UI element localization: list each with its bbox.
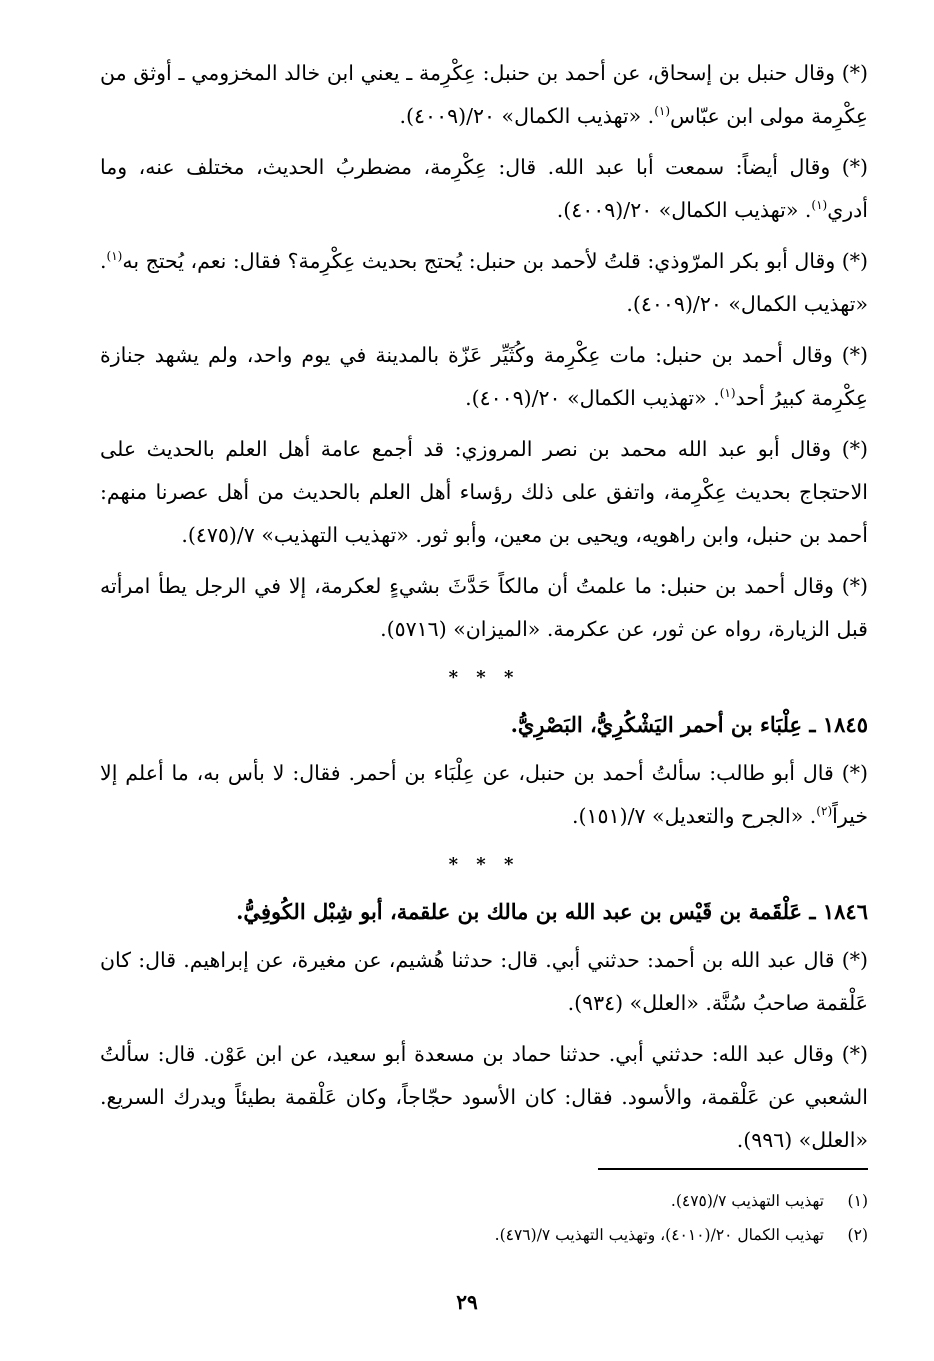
paragraph-marwazi	[100, 428, 868, 557]
main-text-column	[100, 52, 868, 1170]
paragraph-ilba	[100, 752, 868, 838]
paragraph-idtirab	[100, 146, 868, 232]
paragraph-text: (*) وقال أحمد بن حنبل: مات عِكْرِمة وكُثَيِّر عَزّة بالمدينة في يوم واحد، ولم يشهد جنازة عِكْرِمة كبيرُ أحد	[100, 343, 868, 410]
citation: . «تهذيب الكمال» ٢٠/(٤٠٠٩).	[100, 249, 868, 316]
footnote-2	[100, 1218, 868, 1252]
paragraph-hanbal-ibn-ishaq	[100, 52, 868, 138]
footnote-divider	[598, 1168, 868, 1170]
footnote-1	[100, 1184, 868, 1218]
section-separator: * * *	[448, 667, 520, 688]
footnote-ref[interactable]: (١)	[719, 386, 736, 401]
paragraph-alqama-shabi	[100, 1033, 868, 1162]
paragraph-text: (*) وقال أبو بكر المرّوذي: قلتُ لأحمد بن حنبل: يُحتج بحديث عِكْرِمة؟ فقال: نعم، يُحتج به	[122, 249, 868, 273]
paragraph-text: (*) وقال عبد الله: حدثني أبي. حدثنا حماد بن مسعدة أبو سعيد، عن ابن عَوْن. قال: سألتُ الشعبي عن عَلْقمة، والأسود. فقال: كان الأسود حجّاجاً، وكان عَلْقمة بطيئاً ويدرك السريع. «العلل» (٩٩٦).	[100, 1042, 868, 1152]
paragraph-text: (*) قال عبد الله بن أحمد: حدثني أبي. قال: حدثنا هُشيم، عن مغيرة، عن إبراهيم. قال: كان عَلْقمة صاحبُ سُنَّة. «العلل» (٩٣٤).	[100, 948, 868, 1015]
footnote-number: (١)	[847, 1192, 868, 1210]
citation: . «تهذيب الكمال» ٢٠/(٤٠٠٩).	[465, 386, 720, 410]
citation: . «الجرح والتعديل» ٧/(١٥١).	[572, 804, 817, 828]
footnote-number: (٢)	[847, 1226, 868, 1244]
paragraph-text: (*) وقال أحمد بن حنبل: ما علمتُ أن مالكاً حَدَّثَ بشيءٍ لعكرمة، إلا في الرجل يطأ امرأته قبل الزيارة، رواه عن ثور، عن عكرمة. «الميزان» (٥٧١٦).	[100, 574, 868, 641]
paragraph-text: (*) وقال أبو عبد الله محمد بن نصر المروزي: قد أجمع عامة أهل العلم بالحديث على الاحتجاج بحديث عِكْرِمة، واتفق على ذلك رؤساء أهل العلم بالحديث من أهل عصرنا منهم: أحمد بن حنبل، وابن راهويه، ويحيى بن معين، وأبو ثور. «تهذيب التهذيب» ٧/(٤٧٥).	[100, 437, 868, 547]
entry-heading-1846: ١٨٤٦ ـ عَلْقَمة بن قَيْس بن عبد الله بن مالك بن علقمة، أبو شِبْل الكُوفِيُّ.	[236, 899, 868, 924]
section-separator: * * *	[448, 854, 520, 875]
paragraph-text: (*) وقال حنبل بن إسحاق، عن أحمد بن حنبل: عِكْرِمة ـ يعني ابن خالد المخزومي ـ أوثق من عِكْرِمة مولى ابن عبّاس	[100, 61, 868, 128]
paragraph-malik	[100, 565, 868, 651]
paragraph-text: (*) وقال أيضاً: سمعت أبا عبد الله. قال: عِكْرِمة، مضطربُ الحديث، مختلف عنه، وما أدري	[100, 155, 868, 222]
footnotes	[100, 1184, 868, 1252]
paragraph-death	[100, 334, 868, 420]
footnote-ref[interactable]: (٢)	[816, 804, 833, 819]
entry-heading-1845: ١٨٤٥ ـ عِلْبَاء بن أحمر اليَشْكُرِيُّ، البَصْرِيُّ.	[510, 712, 868, 737]
paragraph-marrudhi	[100, 240, 868, 326]
citation: . «تهذيب الكمال» ٢٠/(٤٠٠٩).	[399, 104, 655, 128]
footnote-ref[interactable]: (١)	[811, 198, 828, 213]
paragraph-alqama-sunna	[100, 939, 868, 1025]
footnote-ref[interactable]: (١)	[654, 104, 671, 119]
paragraph-text: (*) قال أبو طالب: سألتُ أحمد بن حنبل، عن عِلْبَاء بن أحمر. فقال: لا بأس به، ما أعلم إلا خيراً	[100, 761, 868, 828]
citation: . «تهذيب الكمال» ٢٠/(٤٠٠٩).	[556, 198, 812, 222]
footnote-text: تهذيب التهذيب ٧/(٤٧٥).	[670, 1192, 824, 1210]
footnote-ref[interactable]: (١)	[106, 249, 123, 264]
footnote-text: تهذيب الكمال ٢٠/(٤٠١٠)، وتهذيب التهذيب ٧/(٤٧٦).	[494, 1226, 824, 1244]
page-number: ٢٩	[456, 1290, 478, 1314]
